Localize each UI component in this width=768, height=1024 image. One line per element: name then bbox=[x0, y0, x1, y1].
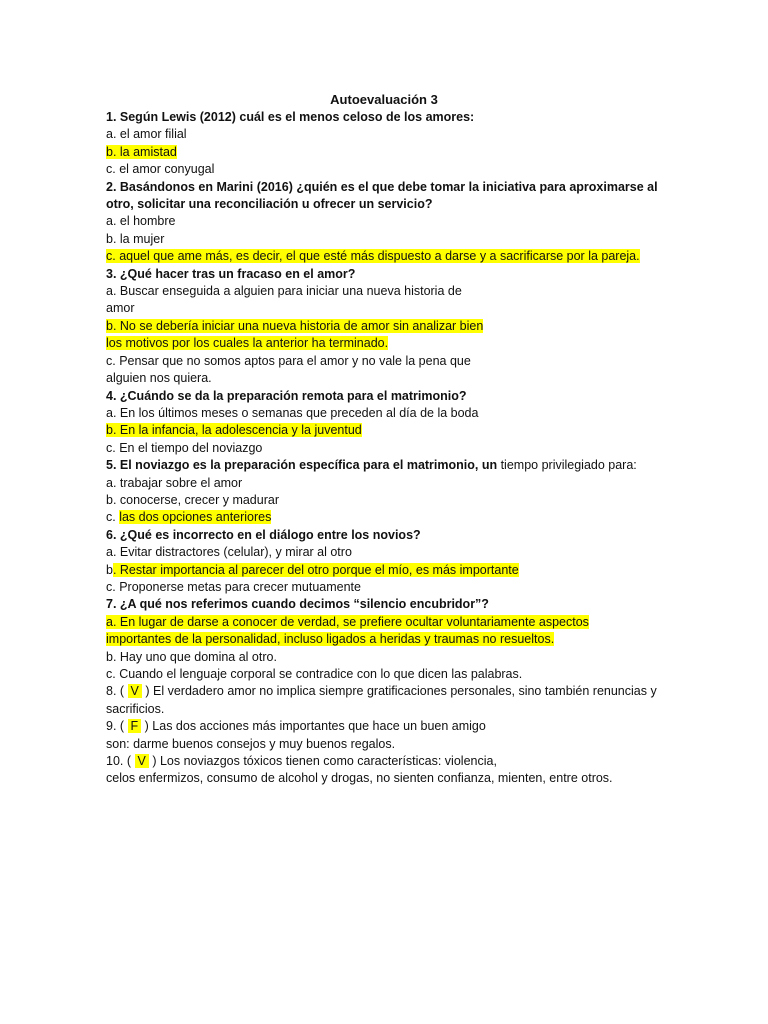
statement-10-prefix: 10. ( bbox=[106, 754, 135, 769]
statement-8-answer: V bbox=[128, 684, 142, 698]
statement-9 bbox=[106, 718, 686, 735]
q6-option-c: c. Proponerse metas para crecer mutuamente bbox=[106, 579, 361, 594]
question-5 bbox=[106, 457, 686, 474]
q6-option-b-prefix: b bbox=[106, 562, 113, 577]
q1-option-b-highlighted: b. la amistad bbox=[106, 144, 177, 159]
statement-10-text-1: ) Los noviazgos tóxicos tienen como características: violencia, bbox=[148, 754, 497, 769]
page-title: Autoevaluación 3 bbox=[330, 92, 438, 107]
statement-10-answer: V bbox=[135, 754, 149, 768]
statement-10-text-2: celos enfermizos, consumo de alcohol y drogas, no sienten confianza, mienten, entre otros. bbox=[106, 771, 613, 786]
q3-option-b-line-2-highlighted: los motivos por los cuales la anterior ha terminado. bbox=[106, 336, 389, 351]
q1-option-a: a. el amor filial bbox=[106, 127, 187, 142]
statement-9-prefix: 9. ( bbox=[106, 719, 128, 734]
q7-option-c: c. Cuando el lenguaje corporal se contradice con lo que dicen las palabras. bbox=[106, 667, 523, 681]
q2-option-a: a. el hombre bbox=[106, 214, 176, 229]
q2-option-b: b. la mujer bbox=[106, 231, 165, 246]
q3-option-a-line-2: amor bbox=[106, 301, 135, 316]
q5-option-c-prefix: c. bbox=[106, 510, 120, 525]
q7-option-a-line-1-highlighted: a. En lugar de darse a conocer de verdad, se prefiere ocultar voluntariamente aspectos bbox=[106, 614, 589, 629]
question-6: 6. ¿Qué es incorrecto en el diálogo entre los novios? bbox=[106, 527, 421, 542]
q5-option-a: a. trabajar sobre el amor bbox=[106, 475, 243, 490]
statement-8-text-2: sacrificios. bbox=[106, 701, 165, 716]
question-2-line-1: 2. Basándonos en Marini (2016) ¿quién es el que debe tomar la iniciativa para aproximarse al bbox=[106, 179, 658, 194]
q3-option-b-line-1-highlighted: b. No se debería iniciar una nueva historia de amor sin analizar bien bbox=[106, 318, 484, 333]
q3-option-c-line-2: alguien nos quiera. bbox=[106, 371, 212, 386]
q5-option-b: b. conocerse, crecer y madurar bbox=[106, 492, 279, 507]
statement-9-text-1: ) Las dos acciones más importantes que hace un buen amigo bbox=[141, 719, 486, 734]
q6-option-a: a. Evitar distractores (celular), y mirar al otro bbox=[106, 545, 352, 560]
question-2-line-2: otro, solicitar una reconciliación u ofrecer un servicio? bbox=[106, 197, 433, 212]
questionnaire bbox=[106, 109, 686, 788]
q7-option-b: b. Hay uno que domina al otro. bbox=[106, 649, 277, 664]
q7-option-a-line-2-highlighted: importantes de la personalidad, incluso ligados a heridas y traumas no resueltos. bbox=[106, 632, 555, 647]
q4-option-a: a. En los últimos meses o semanas que preceden al día de la boda bbox=[106, 405, 479, 420]
statement-10 bbox=[106, 753, 686, 770]
q1-option-c: c. el amor conyugal bbox=[106, 162, 215, 177]
statement-9-text-2: son: darme buenos consejos y muy buenos regalos. bbox=[106, 736, 396, 751]
q4-option-c: c. En el tiempo del noviazgo bbox=[106, 440, 263, 455]
question-7: 7. ¿A qué nos referimos cuando decimos “silencio encubridor”? bbox=[106, 597, 489, 612]
q6-option-b-highlighted: . Restar importancia al parecer del otro porque el mío, es más importante bbox=[112, 562, 519, 577]
q5-option-c-highlighted: las dos opciones anteriores bbox=[119, 510, 272, 525]
question-4: 4. ¿Cuándo se da la preparación remota para el matrimonio? bbox=[106, 388, 467, 403]
q5-option-c bbox=[106, 509, 686, 526]
q4-option-b-highlighted: b. En la infancia, la adolescencia y la juventud bbox=[106, 423, 362, 438]
q2-option-c-highlighted: c. aquel que ame más, es decir, el que esté más dispuesto a darse y a sacrificarse por la pareja. bbox=[106, 249, 640, 264]
statement-8-text-1: ) El verdadero amor no implica siempre gratificaciones personales, sino también renuncias y bbox=[141, 684, 657, 699]
q3-option-c-line-1: c. Pensar que no somos aptos para el amor y no vale la pena que bbox=[106, 353, 471, 368]
q3-option-a-line-1: a. Buscar enseguida a alguien para iniciar una nueva historia de bbox=[106, 284, 462, 299]
question-5-rest: tiempo privilegiado para: bbox=[497, 458, 637, 473]
statement-9-answer: F bbox=[128, 719, 142, 733]
statement-8 bbox=[106, 683, 686, 700]
statement-8-prefix: 8. ( bbox=[106, 684, 128, 699]
question-3: 3. ¿Qué hacer tras un fracaso en el amor? bbox=[106, 266, 356, 281]
question-1: 1. Según Lewis (2012) cuál es el menos celoso de los amores: bbox=[106, 110, 475, 124]
q6-option-b bbox=[106, 562, 686, 579]
question-5-bold: 5. El noviazgo es la preparación específica para el matrimonio, un bbox=[106, 458, 498, 473]
